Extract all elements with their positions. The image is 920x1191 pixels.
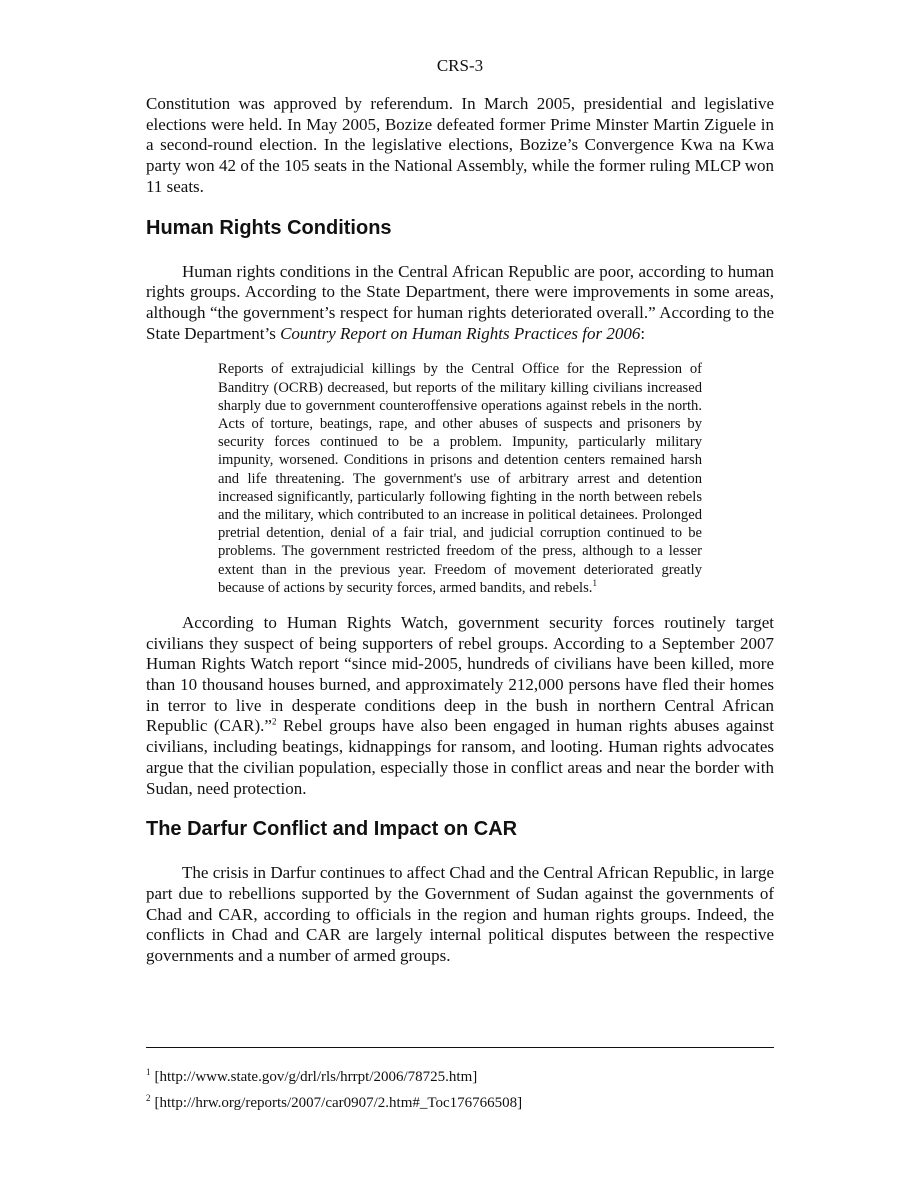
footnote-ref-1[interactable]: 1 — [592, 577, 597, 588]
paragraph-text: According to Human Rights Watch, government security forces routinely target civilians they suspect of being supporters of rebel groups. According to a September 2007 Human Rights Watch report “since mid-2005, hundreds of civilians have been killed, more than 10 thousand houses burned, and approximately 212,000 persons have fled their homes in terror to live in desperate conditions deep in the bush in northern Central African Republic (CAR).” — [146, 612, 774, 736]
block-quote — [218, 360, 702, 597]
human-rights-paragraph-2 — [146, 613, 774, 799]
footnotes — [146, 1068, 774, 1120]
paragraph-text: Human rights conditions in the Central African Republic are poor, according to human rights groups. According to the State Department, there were improvements in some areas, although “the government’s respect for human rights deteriorated overall.” According to the State Department’s — [146, 261, 774, 343]
footnote-ref-2[interactable]: 2 — [271, 716, 277, 727]
footnote-number: 2 — [146, 1093, 151, 1103]
section-heading-human-rights: Human Rights Conditions — [146, 216, 392, 239]
paragraph-text: : — [640, 323, 646, 343]
darfur-paragraph-1: The crisis in Darfur continues to affect Chad and the Central African Republic, in large part due to rebellions supported by the Government of Sudan against the governments of Chad and CAR, according to officials in the region and human rights groups. Indeed, the conflicts in Chad and CAR are largely internal political disputes between the respective governments and a number of armed groups. — [146, 863, 774, 966]
document-body — [146, 94, 774, 967]
paragraph-text: Rebel groups have also been engaged in human rights abuses against civilians, including beatings, kidnappings for ransom, and looting. Human rights advocates argue that the civilian population, especially those in conflict areas and near the border with Sudan, need protection. — [146, 716, 774, 798]
footnote-number: 1 — [146, 1067, 151, 1077]
footnote-1 — [146, 1068, 774, 1086]
quote-text: Reports of extrajudicial killings by the Central Office for the Repression of Banditry (OCRB) decreased, but reports of the military killing civilians increased sharply due to government counteroffensive operations against rebels in the north. Acts of torture, beatings, rape, and other abuses of suspects and prisoners by security forces continued to be a problem. Impunity, particularly military impunity, worsened. Conditions in prisons and detention centers remained harsh and life threatening. The government's use of arbitrary arrest and detention increased significantly, particularly following fighting in the north between rebels and the military, which contributed to an increase in political detainees. Prolonged pretrial detention, denial of a fair trial, and judicial corruption continued to be problems. The government restricted freedom of the press, although to a lesser extent than in the previous year. Freedom of movement deteriorated greatly because of actions by security forces, armed bandits, and rebels. — [218, 361, 702, 596]
footnote-link[interactable]: [http://www.state.gov/g/drl/rls/hrrpt/2006/78725.htm] — [154, 1069, 478, 1085]
report-title: Country Report on Human Rights Practices for 2006 — [280, 323, 641, 343]
intro-paragraph: Constitution was approved by referendum. In March 2005, presidential and legislative elections were held. In May 2005, Bozize defeated former Prime Minster Martin Ziguele in a second-round election. In the legislative elections, Bozize’s Convergence Kwa na Kwa party won 42 of the 105 seats in the National Assembly, while the former ruling MLCP won 11 seats. — [146, 94, 774, 196]
human-rights-paragraph-1 — [146, 262, 774, 345]
footnote-link[interactable]: [http://hrw.org/reports/2007/car0907/2.htm#_Toc176766508] — [154, 1095, 523, 1111]
footnote-divider — [146, 1047, 774, 1048]
section-heading-darfur: The Darfur Conflict and Impact on CAR — [146, 818, 518, 841]
footnote-2 — [146, 1094, 774, 1112]
page-header: CRS-3 — [436, 56, 484, 75]
